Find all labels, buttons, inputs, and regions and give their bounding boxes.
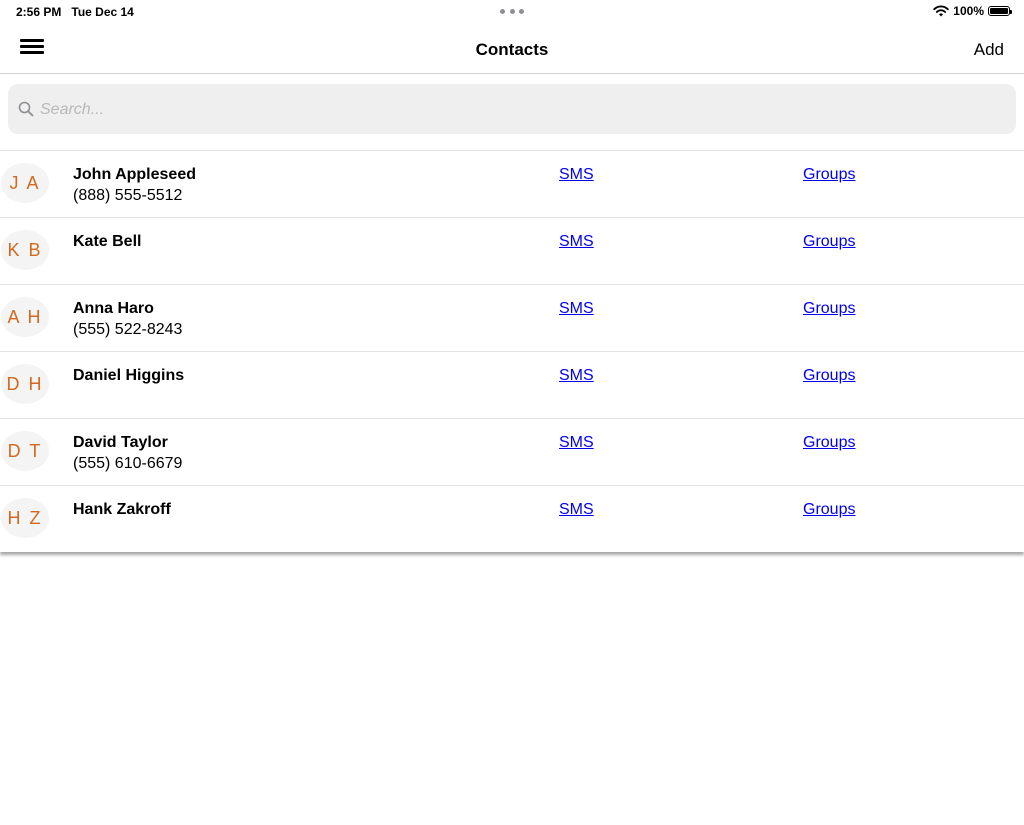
status-date: Tue Dec 14 <box>71 5 134 19</box>
battery-percentage: 100% <box>953 4 984 18</box>
search-bar[interactable] <box>8 84 1016 134</box>
status-time-value: 2:56 PM <box>16 5 62 19</box>
navigation-bar <box>0 24 1024 74</box>
avatar: A H <box>1 297 49 337</box>
contact-name: Kate Bell <box>73 233 142 250</box>
battery-icon <box>988 6 1010 16</box>
add-contact-button[interactable]: Add <box>973 40 1004 59</box>
groups-link[interactable]: Groups <box>803 300 856 317</box>
status-bar <box>0 0 1024 24</box>
contact-row[interactable] <box>0 485 1024 552</box>
multitasking-dots-icon[interactable] <box>500 9 524 15</box>
groups-link[interactable]: Groups <box>803 434 856 451</box>
contact-row[interactable] <box>0 217 1024 284</box>
avatar: D T <box>1 431 49 471</box>
page-title: Contacts <box>475 40 549 59</box>
avatar: K B <box>1 230 49 270</box>
sms-link[interactable]: SMS <box>559 233 594 250</box>
contact-name: Hank Zakroff <box>73 501 171 518</box>
contact-row[interactable] <box>0 150 1024 217</box>
sms-link[interactable]: SMS <box>559 501 594 518</box>
contact-list <box>0 150 1024 552</box>
contact-name: John Appleseed <box>73 166 196 183</box>
wifi-icon <box>933 5 949 17</box>
avatar: D H <box>1 364 49 404</box>
sms-link[interactable]: SMS <box>559 166 594 183</box>
contact-phone: (555) 610-6679 <box>73 455 183 472</box>
contact-row[interactable] <box>0 418 1024 485</box>
groups-link[interactable]: Groups <box>803 166 856 183</box>
avatar: J A <box>1 163 49 203</box>
contact-phone: (555) 522-8243 <box>73 321 183 338</box>
groups-link[interactable]: Groups <box>803 367 856 384</box>
search-input[interactable] <box>38 84 1002 136</box>
search-icon <box>18 101 34 117</box>
status-time <box>16 5 134 19</box>
contact-row[interactable] <box>0 284 1024 351</box>
contact-name: Daniel Higgins <box>73 367 185 384</box>
groups-link[interactable]: Groups <box>803 233 856 250</box>
contact-phone: (888) 555-5512 <box>73 187 183 204</box>
sms-link[interactable]: SMS <box>559 434 594 451</box>
contact-name: Anna Haro <box>73 300 154 317</box>
groups-link[interactable]: Groups <box>803 501 856 518</box>
contact-row[interactable] <box>0 351 1024 418</box>
avatar: H Z <box>1 498 49 538</box>
sms-link[interactable]: SMS <box>559 300 594 317</box>
status-right <box>933 4 1010 18</box>
contact-name: David Taylor <box>73 434 168 451</box>
sms-link[interactable]: SMS <box>559 367 594 384</box>
